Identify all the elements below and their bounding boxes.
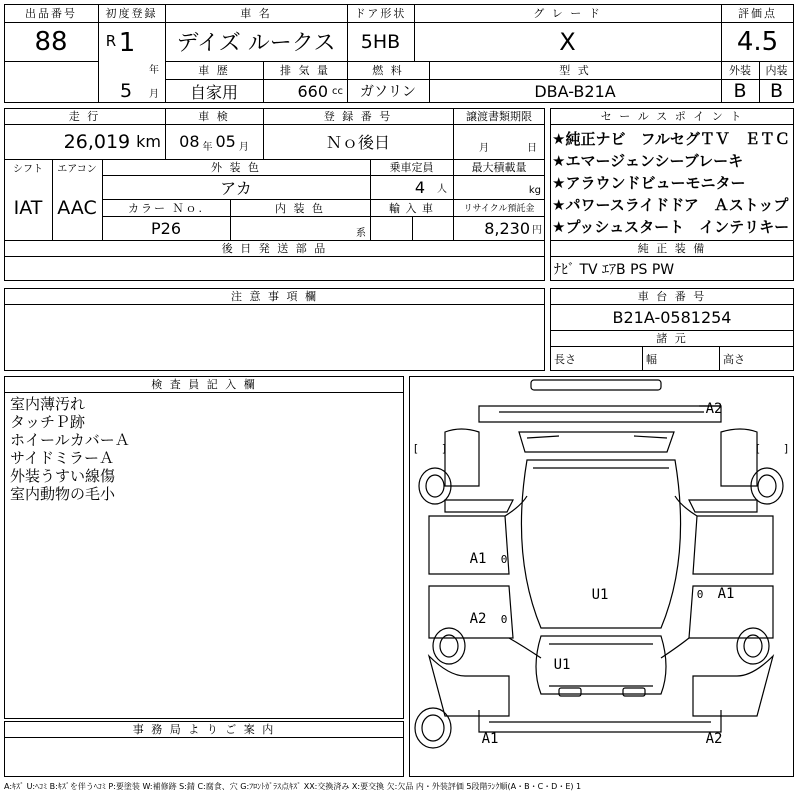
max-load-unit: kg [528, 184, 541, 196]
shift-value: IAT [13, 196, 43, 219]
damage-mark-left-front-door: A1 [469, 551, 487, 567]
damage-mark-tailgate: U1 [553, 657, 571, 673]
inspection-date [165, 124, 263, 159]
score-label: 評価点 [738, 7, 777, 20]
specs-label: 諸 元 [656, 332, 688, 345]
color-no-label: カラー Ｎｏ. [128, 201, 204, 215]
inspector-note-5: 外装うすい線傷 [10, 466, 116, 484]
damage-mark-right-door: A1 [717, 586, 735, 602]
zero-mark-1: 0 [500, 552, 508, 566]
capacity-value [370, 175, 453, 199]
sales-point-2: ★エマージェンシーブレーキ [552, 151, 744, 170]
car-diagram [409, 376, 794, 777]
exterior-color-label: 外 装 色 [211, 161, 261, 174]
reg-year: 1 [118, 28, 136, 58]
front-bumper [531, 380, 661, 390]
inspector-label: 検 査 員 記 入 欄 [151, 378, 257, 391]
inspection-year-unit: 年 [202, 142, 213, 153]
fuel-value: ガソリン [360, 84, 416, 100]
reg-number-value: Ｎｏ後日 [325, 133, 390, 152]
inspector-note-4: サイドミラーＡ [10, 448, 114, 466]
interior-color-unit: 系 [356, 227, 366, 238]
inspection-label: 車 検 [198, 110, 230, 123]
mileage-number: 26,019 [63, 130, 131, 153]
interior-color-label: 内 装 色 [275, 201, 325, 215]
height-field: 高さ [723, 352, 745, 366]
max-load-label: 最大積載量 [471, 161, 527, 174]
chassis-number: B21A-0581254 [612, 307, 732, 327]
windshield-front [519, 432, 674, 452]
inspector-note-6: 室内動物の毛小 [10, 484, 116, 502]
recycle-label: リサイクル預託金 [463, 204, 535, 214]
grade-label: グ レ ー ド [533, 7, 602, 20]
interior-grade: B [769, 80, 784, 102]
right-fender [721, 429, 757, 486]
color-no-value: P26 [150, 218, 181, 238]
ac-label: エアコン [57, 163, 97, 175]
inspection-month-unit: 月 [238, 142, 249, 153]
inspection-year: 08 [179, 132, 200, 151]
inspector-note-3: ホイールカバーＡ [10, 430, 130, 448]
capacity-label: 乗車定員 [389, 161, 434, 174]
legend-text: A:ｷｽﾞ U:ﾍｺﾐ B:ｷｽﾞを伴うﾍｺﾐ P:要塗装 W:補修跡 S:錆 C:腐食、穴 G:ﾌﾛﾝﾄｶﾞﾗｽ点ｷｽﾞ XX:交換済み X:要交換 欠:欠品 内・外装評価 5段階ﾗﾝｸ順(A・B・C・D・E) 1 [4, 782, 582, 791]
fuel-label: 燃 料 [372, 64, 404, 77]
reg-month: 5 [119, 80, 133, 102]
rear-right-wheel [737, 628, 769, 664]
exterior-color-value: アカ [220, 178, 252, 198]
damage-mark-rear-left: A1 [481, 731, 499, 747]
caution-label: 注 意 事 項 欄 [231, 290, 318, 303]
left-fender [445, 429, 479, 486]
equipment-label: 純 正 装 備 [637, 242, 707, 255]
era-mark: R [105, 32, 117, 50]
sales-point-3: ★アラウンドビューモニター [552, 173, 746, 192]
capacity-unit: 人 [437, 183, 447, 195]
recycle-unit: 円 [532, 224, 542, 236]
reg-number-label: 登 録 番 号 [323, 110, 393, 123]
car-name: デイズ ルークス [176, 31, 336, 56]
damage-mark-roof: U1 [591, 587, 609, 603]
office-label: 事 務 局 よ り ご 案 内 [132, 723, 276, 736]
displacement-unit: cc [332, 85, 343, 97]
length-field: 長さ [554, 352, 576, 366]
inspector-note-1: 室内薄汚れ [10, 394, 86, 412]
history-value: 自家用 [189, 82, 238, 102]
width-field: 幅 [646, 352, 657, 366]
recycle-value [453, 216, 545, 240]
transfer-docs-label: 譲渡書類期限 [466, 110, 532, 123]
hood-top [479, 406, 721, 422]
damage-mark-hood-right: A2 [705, 401, 723, 417]
exterior-grade: B [733, 80, 747, 102]
bracket-right: [ ] [754, 442, 790, 455]
model-label: 型 式 [559, 64, 591, 77]
car-name-label: 車 名 [240, 7, 272, 20]
chassis-label: 車 台 番 号 [637, 290, 707, 303]
inspector-note-2: タッチＰ跡 [10, 412, 86, 430]
rear-left-wheel [433, 628, 465, 664]
door-type: 5HB [360, 30, 401, 53]
mileage-value [4, 124, 165, 159]
shift-label: シフト [13, 163, 43, 175]
year-unit: 年 [149, 64, 159, 76]
right-front-door [693, 516, 773, 574]
sales-point-5: ★プッシュスタート インテリキー [552, 217, 790, 236]
capacity-number: 4 [414, 177, 425, 197]
displacement-number: 660 [297, 81, 328, 101]
damage-mark-rear-right: A2 [705, 731, 723, 747]
import-label: 輸 入 車 [389, 201, 434, 215]
damage-mark-left-rear-door: A2 [469, 611, 487, 627]
interior-label: 内装 [765, 64, 788, 77]
sales-points-label: セ ー ル ス ポ イ ン ト [600, 110, 744, 123]
grade-value: X [559, 27, 576, 56]
rear-bumper [479, 710, 721, 732]
displacement-label: 排 気 量 [280, 64, 330, 77]
history-label: 車 歴 [198, 64, 230, 77]
spare-wheel [415, 708, 451, 748]
recycle-number: 8,230 [484, 218, 530, 238]
month-unit: 月 [149, 88, 159, 100]
sales-point-4: ★パワースライドドア Ａストップ [552, 195, 789, 214]
equipment-value: ﾅﾋﾞ TV ｴｱB PS PW [554, 261, 675, 278]
mileage-unit: km [136, 132, 161, 151]
transfer-month-unit: 月 [479, 142, 489, 154]
zero-mark-3: 0 [696, 587, 704, 601]
displacement-value [263, 79, 347, 103]
ac-value: AAC [57, 196, 97, 219]
transfer-day-unit: 日 [527, 142, 537, 154]
bracket-left: [ ] [412, 442, 448, 455]
inspection-month: 05 [215, 132, 236, 151]
later-parts-label: 後 日 発 送 部 品 [221, 242, 328, 255]
door-label: ドア形状 [354, 7, 407, 20]
exterior-label: 外装 [729, 64, 751, 77]
lot-label: 出品番号 [25, 7, 77, 20]
zero-mark-2: 0 [500, 612, 508, 626]
sales-point-1: ★純正ナビ フルセグＴＶ ＥＴＣ [552, 129, 790, 148]
first-reg-label: 初度登録 [105, 7, 158, 20]
score-value: 4.5 [736, 26, 779, 57]
mileage-label: 走 行 [68, 110, 101, 123]
model-code: DBA-B21A [534, 81, 616, 101]
lot-number: 88 [34, 26, 68, 57]
